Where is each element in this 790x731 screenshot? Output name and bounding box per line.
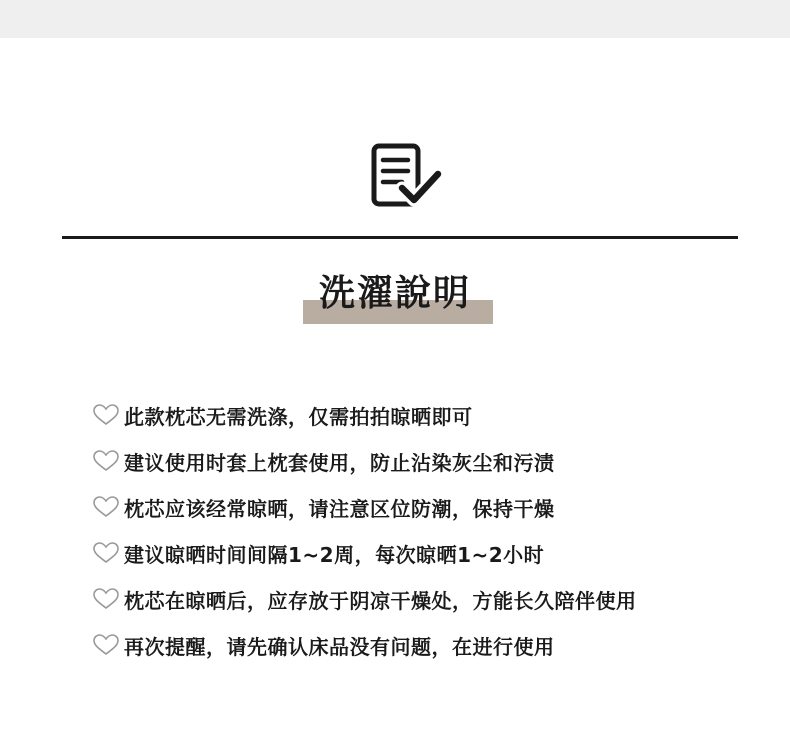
- top-band: [0, 0, 790, 38]
- section-divider: [62, 236, 738, 239]
- item-text: 建议晾晒时间间隔1~2周，每次晾晒1~2小时: [124, 542, 545, 567]
- item-text: 枕芯应该经常晾晒，请注意区位防潮，保持干燥: [124, 496, 555, 521]
- care-instructions-list: [92, 392, 637, 668]
- document-check-icon: [368, 142, 444, 212]
- item-text: 枕芯在晾晒后，应存放于阴凉干燥处，方能长久陪伴使用: [124, 588, 637, 613]
- heart-outline-icon: [92, 633, 120, 657]
- heart-outline-icon: [92, 403, 120, 427]
- list-item: [92, 622, 637, 668]
- heart-outline-icon: [92, 449, 120, 473]
- list-item: [92, 392, 637, 438]
- heart-outline-icon: [92, 495, 120, 519]
- list-item: [92, 530, 637, 576]
- heart-outline-icon: [92, 541, 120, 565]
- item-text: 建议使用时套上枕套使用，防止沾染灰尘和污渍: [124, 450, 555, 475]
- list-item: [92, 576, 637, 622]
- heart-outline-icon: [92, 587, 120, 611]
- item-text: 此款枕芯无需洗涤，仅需拍拍晾晒即可: [124, 404, 473, 429]
- list-item: [92, 438, 637, 484]
- item-text: 再次提醒，请先确认床品没有问题，在进行使用: [124, 634, 555, 659]
- page-title: 洗濯說明: [318, 273, 471, 314]
- list-item: [92, 484, 637, 530]
